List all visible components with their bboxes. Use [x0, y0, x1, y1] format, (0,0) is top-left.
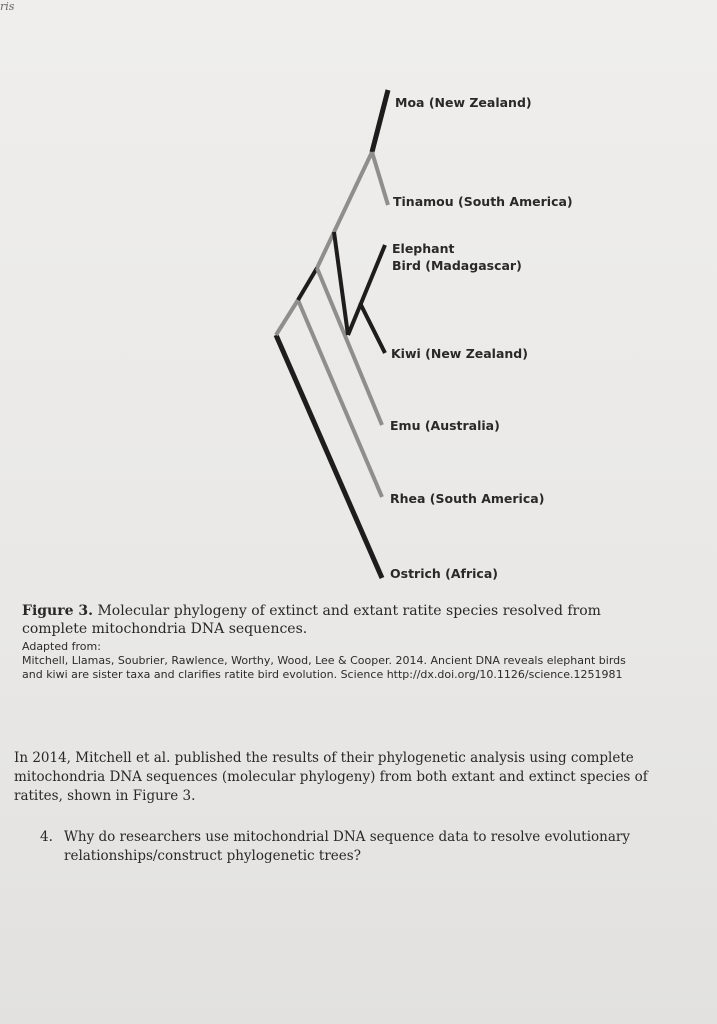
taxon-label-ostrich	[390, 565, 590, 582]
branch-emu	[317, 268, 382, 425]
branch-elephant-bird	[348, 245, 385, 335]
question-number: 4.	[40, 829, 53, 845]
branch-internal-4	[334, 232, 348, 335]
taxon-label-rhea	[390, 490, 590, 507]
corner-text-fragment: ris	[0, 0, 15, 13]
question-4	[40, 828, 680, 866]
branch-moa	[372, 90, 388, 152]
branch-internal-3	[317, 152, 372, 268]
taxon-label-line: Tinamou (South America)	[393, 194, 573, 209]
figure-label: Figure 3.	[22, 603, 93, 619]
branch-kiwi	[360, 303, 385, 353]
branch-tinamou	[372, 152, 388, 205]
taxon-label-line: Kiwi (New Zealand)	[391, 346, 528, 361]
figure-caption	[22, 602, 642, 682]
taxon-label-moa	[395, 94, 595, 111]
tree-branches	[276, 90, 388, 578]
taxon-label-line: Ostrich (Africa)	[390, 566, 498, 581]
intro-paragraph: In 2014, Mitchell et al. published the results of their phylogenetic analysis using complete mitochondria DNA sequences (molecular phylogeny) from both extant and extinct species of ratites, shown in Figure 3.	[14, 750, 648, 804]
question-text: Why do researchers use mitochondrial DNA sequence data to resolve evolutionary relationships/construct phylogenetic trees?	[64, 829, 630, 864]
taxon-label-line: Bird (Madagascar)	[392, 258, 522, 273]
taxon-label-kiwi	[391, 345, 591, 362]
branch-internal-2	[298, 268, 317, 300]
taxon-label-tinamou	[393, 193, 593, 210]
taxon-label-emu	[390, 417, 590, 434]
taxon-label-line: Rhea (South America)	[390, 491, 545, 506]
adapted-from: Adapted from:	[22, 640, 101, 653]
taxon-label-line: Emu (Australia)	[390, 418, 500, 433]
taxon-label-line: Elephant	[392, 241, 455, 256]
caption-title: Molecular phylogeny of extinct and extant ratite species resolved from complete mitochondria DNA sequences.	[22, 603, 601, 637]
caption-title-block	[22, 602, 642, 638]
taxon-label-elephant-bird	[392, 240, 592, 274]
branch-internal-1	[276, 300, 298, 335]
citation: Mitchell, Llamas, Soubrier, Rawlence, Worthy, Wood, Lee & Cooper. 2014. Ancient DNA reveals elephant birds and kiwi are sister taxa and clarifies ratite bird evolution. Science http://dx.doi.org/10.1126/science.1251981	[22, 654, 626, 681]
taxon-label-line: Moa (New Zealand)	[395, 95, 532, 110]
